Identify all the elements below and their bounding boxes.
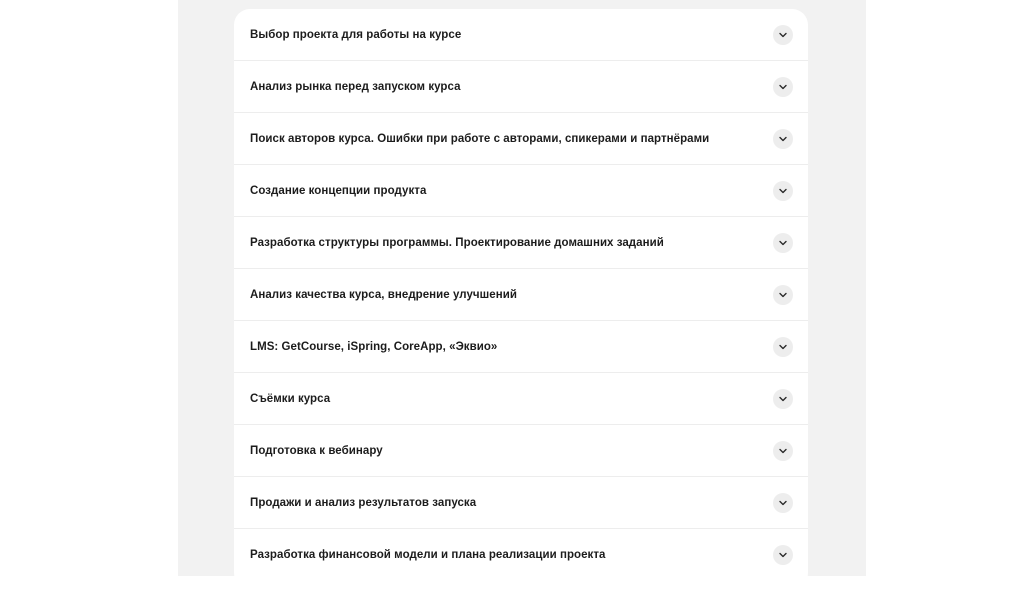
chevron-down-icon[interactable] bbox=[773, 441, 793, 461]
accordion-item-course-shooting[interactable] bbox=[234, 373, 808, 425]
accordion-item-label: Подготовка к вебинару bbox=[250, 444, 383, 457]
chevron-down-icon[interactable] bbox=[773, 181, 793, 201]
chevron-down-icon[interactable] bbox=[773, 25, 793, 45]
chevron-down-icon[interactable] bbox=[773, 129, 793, 149]
accordion-item-label: Создание концепции продукта bbox=[250, 184, 427, 197]
accordion-item-program-structure[interactable] bbox=[234, 217, 808, 269]
accordion-item-label: Поиск авторов курса. Ошибки при работе с авторами, спикерами и партнёрами bbox=[250, 132, 710, 145]
chevron-down-icon[interactable] bbox=[773, 545, 793, 565]
accordion-item-sales-analysis[interactable] bbox=[234, 477, 808, 529]
accordion-item-market-analysis[interactable] bbox=[234, 61, 808, 113]
accordion-item-quality-analysis[interactable] bbox=[234, 269, 808, 321]
accordion-item-label: Съёмки курса bbox=[250, 392, 331, 405]
accordion-item-label: Разработка финансовой модели и плана реализации проекта bbox=[250, 548, 606, 561]
accordion-item-product-concept[interactable] bbox=[234, 165, 808, 217]
accordion-item-label: Разработка структуры программы. Проектирование домашних заданий bbox=[250, 236, 664, 249]
chevron-down-icon[interactable] bbox=[773, 337, 793, 357]
chevron-down-icon[interactable] bbox=[773, 77, 793, 97]
chevron-down-icon[interactable] bbox=[773, 285, 793, 305]
accordion-item-label: Продажи и анализ результатов запуска bbox=[250, 496, 477, 509]
accordion-item-project-choice[interactable] bbox=[234, 9, 808, 61]
accordion-item-label: LMS: GetCourse, iSpring, CoreApp, «Эквио» bbox=[250, 340, 498, 353]
accordion-item-label: Анализ качества курса, внедрение улучшений bbox=[250, 288, 517, 301]
chevron-down-icon[interactable] bbox=[773, 233, 793, 253]
chevron-down-icon[interactable] bbox=[773, 389, 793, 409]
accordion-item-label: Выбор проекта для работы на курсе bbox=[250, 28, 462, 41]
accordion-item-financial-model[interactable] bbox=[234, 529, 808, 580]
accordion-item-lms[interactable] bbox=[234, 321, 808, 373]
accordion-item-label: Анализ рынка перед запуском курса bbox=[250, 80, 461, 93]
chevron-down-icon[interactable] bbox=[773, 493, 793, 513]
course-program-accordion bbox=[234, 9, 808, 589]
accordion-item-webinar-prep[interactable] bbox=[234, 425, 808, 477]
accordion-item-authors-search[interactable] bbox=[234, 113, 808, 165]
